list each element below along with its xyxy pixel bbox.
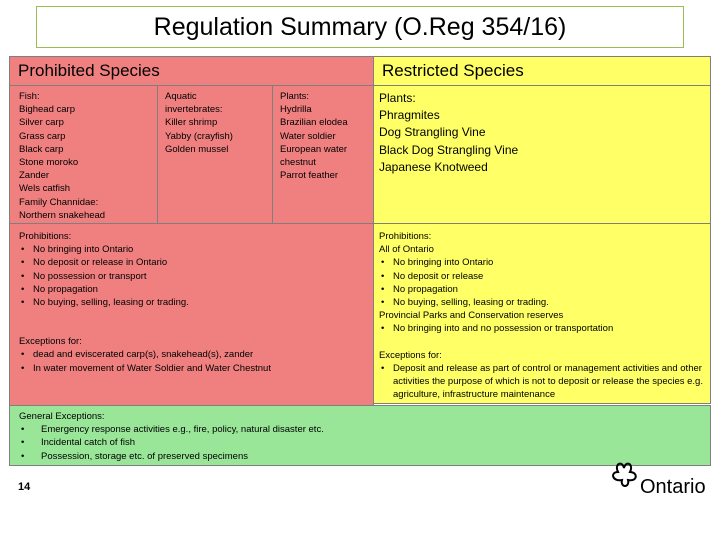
restricted-species-cell (373, 85, 711, 224)
restricted-exceptions-list (379, 362, 706, 402)
prohibited-species-cell (9, 85, 374, 224)
prohibition-item: • No possession or transport (19, 270, 373, 283)
aquatic-heading: Aquatic (165, 91, 197, 102)
plant-item: Hydrilla (280, 104, 312, 116)
plant-item: Water soldier (280, 130, 336, 142)
plant-item: Parrot feather (280, 170, 339, 182)
provincial-item: • No bringing into and no possession or transportation (379, 322, 706, 335)
restricted-prohibitions-title: Prohibitions: (379, 231, 432, 242)
restricted-plants-heading: Plants: (379, 91, 416, 105)
exceptions-title: Exceptions for: (19, 336, 82, 348)
restricted-prohibition-item: • No bringing into Ontario (379, 256, 706, 269)
restricted-plant-item: Black Dog Strangling Vine (379, 142, 519, 157)
ontario-logo-text: Ontario (640, 476, 706, 498)
restricted-plant-item: Phragmites (379, 108, 440, 123)
prohibited-header: Prohibited Species (9, 56, 374, 86)
aquatic-item: Golden mussel (165, 143, 229, 155)
prohibited-rules-cell (9, 223, 374, 406)
aquatic-item: Yabby (crayfish) (165, 130, 233, 142)
exception-item: • dead and eviscerated carp(s), snakehead(s), zander (19, 348, 373, 361)
plant-item: European water (280, 143, 348, 155)
provincial-list (379, 322, 706, 335)
fish-item: Zander (19, 170, 50, 182)
prohibition-item: • No bringing into Ontario (19, 243, 373, 256)
prohibition-item: • No deposit or release in Ontario (19, 256, 373, 269)
general-exception-item: • Possession, storage etc. of preserved specimens (19, 450, 710, 463)
general-exception-item: • Emergency response activities e.g., fire, policy, natural disaster etc. (19, 423, 710, 436)
aquatic-item: Killer shrimp (165, 117, 218, 129)
prohibitions-title: Prohibitions: (19, 231, 72, 242)
prohibition-item: • No propagation (19, 283, 373, 296)
fish-heading: Fish: (19, 91, 40, 102)
exception-item: • In water movement of Water Soldier and Water Chestnut (19, 362, 373, 375)
prohibition-item: • No buying, selling, leasing or trading. (19, 296, 373, 309)
column-divider (157, 86, 158, 223)
fish-item: Silver carp (19, 117, 64, 129)
restricted-plant-item: Dog Strangling Vine (379, 125, 486, 140)
restricted-prohibition-item: • No deposit or release (379, 270, 706, 283)
slide-title: Regulation Summary (O.Reg 354/16) (36, 6, 684, 48)
restricted-plants-list (379, 90, 518, 176)
general-exception-item: • Incidental catch of fish (19, 436, 710, 449)
general-exceptions-cell (9, 405, 711, 466)
plants-list (280, 90, 348, 182)
restricted-plant-item: Japanese Knotweed (379, 159, 488, 174)
page-number: 14 (18, 481, 31, 493)
plant-item: chestnut (280, 157, 316, 169)
fish-list (19, 90, 105, 222)
prohibitions-list (19, 243, 373, 309)
summary-table (9, 56, 711, 466)
restricted-header: Restricted Species (373, 56, 711, 86)
fish-item: Stone moroko (19, 157, 79, 169)
aquatic-heading: invertebrates: (165, 104, 223, 116)
restricted-rules-cell (373, 223, 711, 404)
fish-item: Wels catfish (19, 183, 71, 195)
plants-heading: Plants: (280, 91, 310, 102)
provincial-parks-title: Provincial Parks and Conservation reserves (379, 310, 564, 322)
fish-item: Grass carp (19, 130, 66, 142)
fish-item: Northern snakehead (19, 209, 106, 221)
fish-item: Black carp (19, 143, 64, 155)
general-exceptions-title: General Exceptions: (19, 411, 105, 422)
column-divider (272, 86, 273, 223)
plant-item: Brazilian elodea (280, 117, 348, 129)
all-of-ontario-label: All of Ontario (379, 244, 434, 256)
restricted-exceptions-title: Exceptions for: (379, 349, 442, 361)
restricted-exception-item: • Deposit and release as part of control or management activities and other activities the purpose of which is not to deposit or release the species e.g. agriculture, infrastructure maintenance (379, 362, 706, 402)
general-exceptions-list (19, 423, 710, 463)
restricted-prohibition-item: • No buying, selling, leasing or trading. (379, 296, 706, 309)
exceptions-list (19, 348, 373, 374)
restricted-prohibitions-list (379, 256, 706, 309)
restricted-prohibition-item: • No propagation (379, 283, 706, 296)
aquatic-list (165, 90, 233, 156)
fish-item: Family Channidae: (19, 196, 99, 208)
fish-item: Bighead carp (19, 104, 75, 116)
